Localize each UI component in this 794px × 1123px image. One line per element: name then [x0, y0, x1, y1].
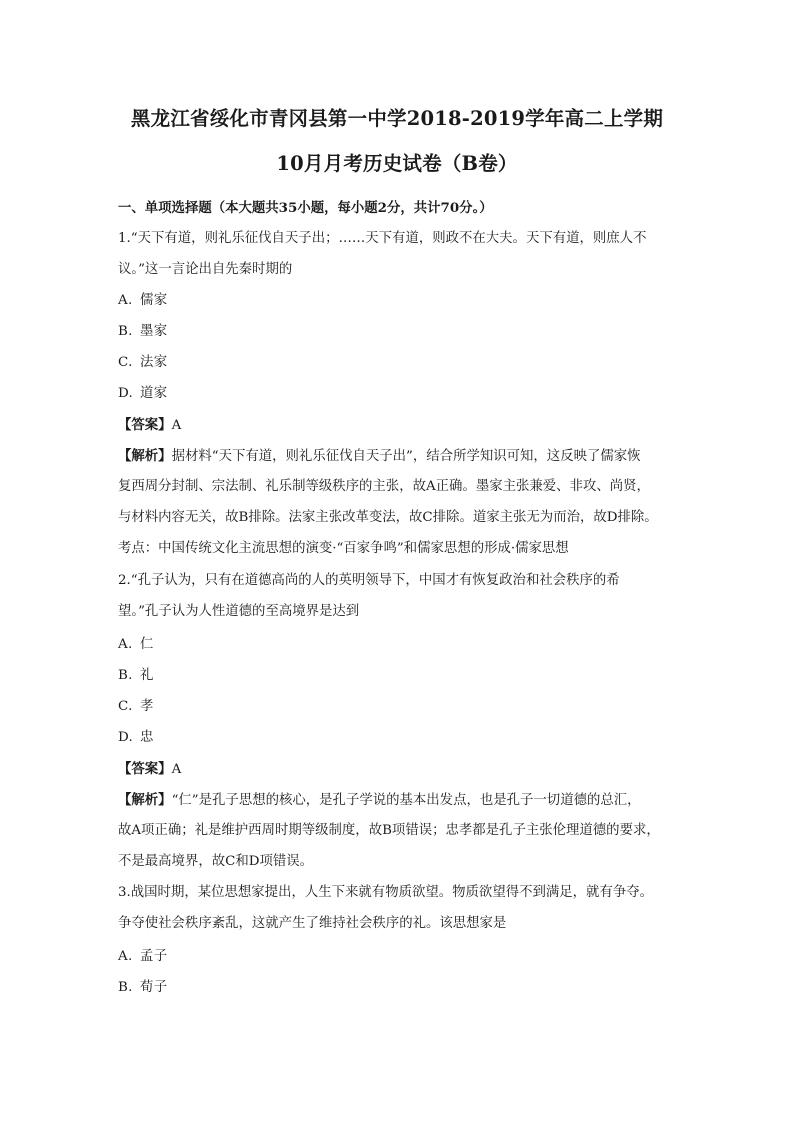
- option-text: 儒家: [140, 293, 168, 308]
- q2-stem-line1: 2.“孔子认为，只有在道德高尚的人的英明领导下，中国才有恢复政治和社会秩序的希: [118, 573, 620, 588]
- q1-option-c: [118, 354, 167, 372]
- q2-option-b: [118, 667, 154, 685]
- q1-option-a: [118, 292, 167, 310]
- q1-option-b: [118, 323, 167, 341]
- q3-option-a: [118, 948, 167, 966]
- analysis-text: “仁”是孔子思想的核心，是孔子学说的基本出发点，也是孔子一切道德的总汇，: [171, 793, 641, 808]
- option-letter: C.: [118, 355, 133, 370]
- exam-title-line1: 黑龙江省绥化市青冈县第一中学2018-2019学年高二上学期: [130, 107, 664, 130]
- q1-analysis-line2: 复西周分封制、宗法制、礼乐制等级秩序的主张，故A正确。墨家主张兼爱、非攻、尚贤，: [118, 479, 650, 494]
- q1-analysis-line4: 考点：中国传统文化主流思想的演变·“百家争鸣”和儒家思想的形成·儒家思想: [118, 541, 569, 556]
- q2-stem-line2: 望。”孔子认为人性道德的至高境界是达到: [118, 604, 360, 619]
- analysis-tag: 【解析】: [118, 792, 172, 808]
- q1-answer: [118, 416, 181, 435]
- option-text: 孝: [140, 699, 154, 714]
- option-letter: B.: [118, 668, 133, 683]
- section-header: 一、单项选择题（本大题共35小题，每小题2分，共计70分。）: [118, 200, 493, 216]
- option-letter: D.: [118, 730, 134, 745]
- q2-analysis-line1: [118, 791, 641, 810]
- answer-value: A: [171, 418, 182, 433]
- option-letter: A.: [118, 637, 133, 652]
- option-text: 墨家: [140, 324, 168, 339]
- option-letter: B.: [118, 980, 133, 995]
- q2-option-d: [118, 729, 154, 747]
- option-text: 仁: [140, 637, 154, 652]
- option-text: 孟子: [140, 949, 168, 964]
- analysis-tag: 【解析】: [118, 448, 172, 464]
- q3-stem-line2: 争夺使社会秩序紊乱，这就产生了维持社会秩序的礼。该思想家是: [118, 916, 507, 931]
- exam-title-line2: 10月月考历史试卷（B卷）: [276, 152, 518, 175]
- option-letter: D.: [118, 386, 134, 401]
- option-text: 荀子: [140, 980, 168, 995]
- option-text: 礼: [140, 668, 154, 683]
- option-letter: B.: [118, 324, 133, 339]
- option-letter: C.: [118, 699, 133, 714]
- q2-answer: [118, 760, 181, 779]
- q1-stem-line1: 1.“天下有道，则礼乐征伐自天子出；……天下有道，则政不在大夫。天下有道，则庶人不: [118, 231, 647, 246]
- option-text: 法家: [140, 355, 168, 370]
- analysis-text: 据材料“天下有道，则礼乐征伐自天子出”，结合所学知识可知，这反映了儒家恢: [171, 449, 641, 464]
- answer-tag: 【答案】: [118, 761, 172, 777]
- q3-option-b: [118, 979, 167, 997]
- q3-stem-line1: 3.战国时期，某位思想家提出，人生下来就有物质欲望。物质欲望得不到满足，就有争夺。: [118, 885, 654, 900]
- option-letter: A.: [118, 949, 133, 964]
- q2-option-a: [118, 636, 154, 654]
- q1-option-d: [118, 385, 167, 403]
- q2-analysis-line2: 故A项正确；礼是维护西周时期等级制度，故B项错误；忠孝都是孔子主张伦理道德的要求，: [118, 823, 660, 838]
- option-letter: A.: [118, 293, 133, 308]
- q1-stem-line2: 议。”这一言论出自先秦时期的: [118, 262, 293, 277]
- q1-analysis-line3: 与材料内容无关，故B排除。法家主张改革变法，故C排除。道家主张无为而治，故D排除。: [118, 510, 658, 525]
- answer-tag: 【答案】: [118, 417, 172, 433]
- q2-analysis-line3: 不是最高境界，故C和D项错误。: [118, 854, 314, 869]
- q2-option-c: [118, 698, 154, 716]
- q1-analysis-line1: [118, 447, 641, 466]
- answer-value: A: [171, 762, 182, 777]
- option-text: 忠: [140, 730, 154, 745]
- option-text: 道家: [140, 386, 168, 401]
